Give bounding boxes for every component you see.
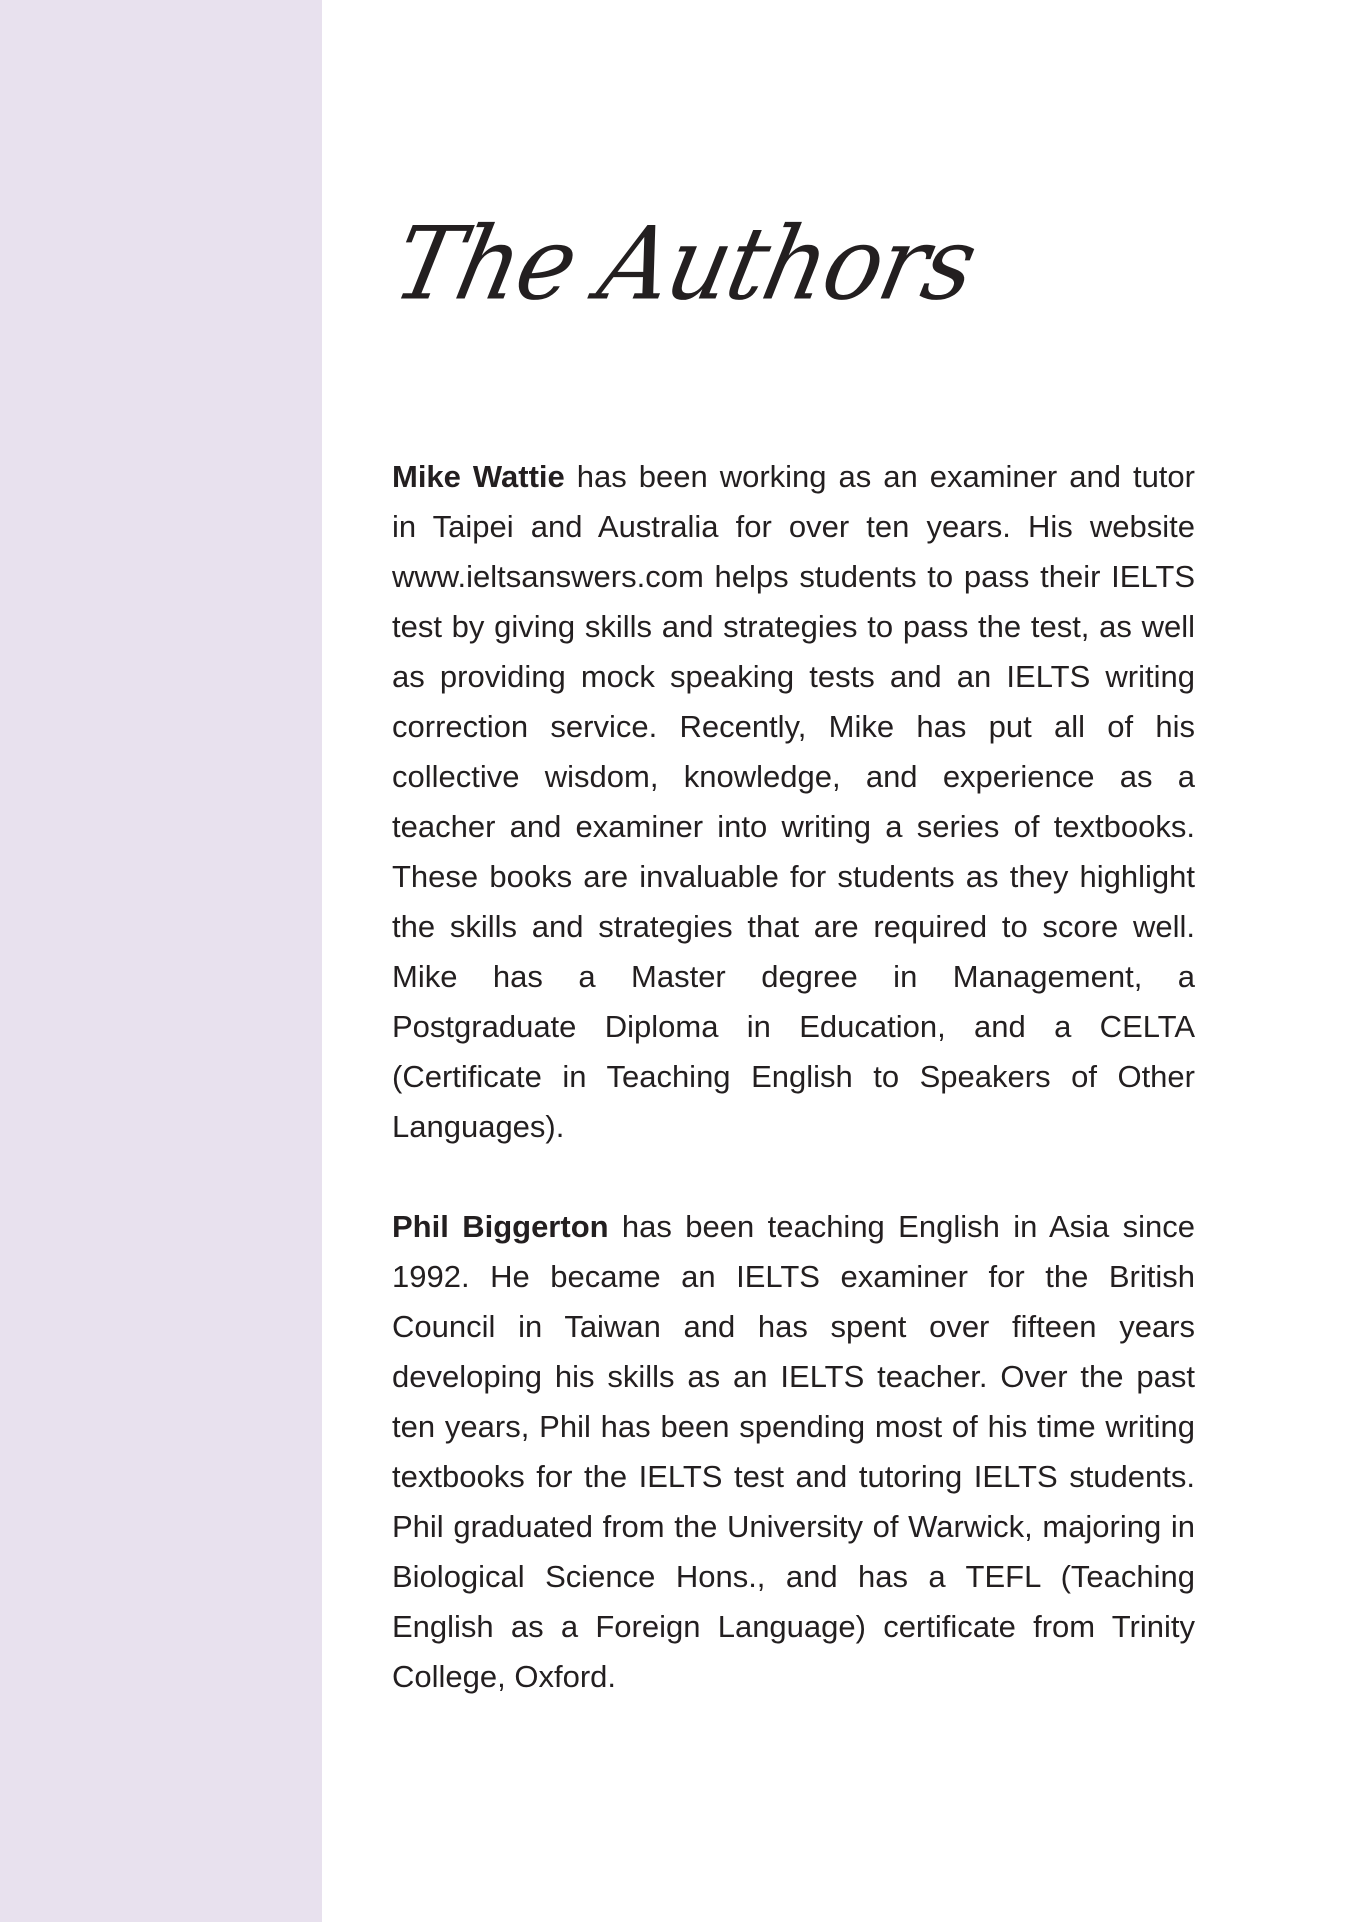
author-name: Phil Biggerton [392, 1209, 609, 1244]
author-bio-phil-biggerton [392, 1202, 1195, 1702]
author-bio-text: has been teaching English in Asia since 1992. He became an IELTS examiner for the British Council in Taiwan and has spent over fifteen years developing his skills as an IELTS teacher. Over the past ten years, Phil has been spending most of his time writing textbooks for the IELTS test and tutoring IELTS students. Phil graduated from the University of Warwick, majoring in Biological Science Hons., and has a TEFL (Teaching English as a Foreign Language) certificate from Trinity College, Oxford. [392, 1209, 1196, 1694]
author-bios [392, 452, 1195, 1752]
author-bio-mike-wattie [392, 452, 1195, 1152]
author-bio-text: has been working as an examiner and tutor in Taipei and Australia for over ten years. His website www.ieltsanswers.com helps students to pass their IELTS test by giving skills and strategies to pass the test, as well as providing mock speaking tests and an IELTS writing correction service. Recently, Mike has put all of his collective wisdom, knowledge, and experience as a teacher and examiner into writing a series of textbooks. These books are invaluable for students as they highlight the skills and strategies that are required to score well. Mike has a Master degree in Management, a Postgraduate Diploma in Education, and a CELTA (Certificate in Teaching English to Speakers of Other Languages). [392, 459, 1195, 1144]
author-name: Mike Wattie [392, 459, 565, 494]
decorative-sidebar [0, 0, 322, 1922]
page-title: The Authors [384, 204, 985, 323]
